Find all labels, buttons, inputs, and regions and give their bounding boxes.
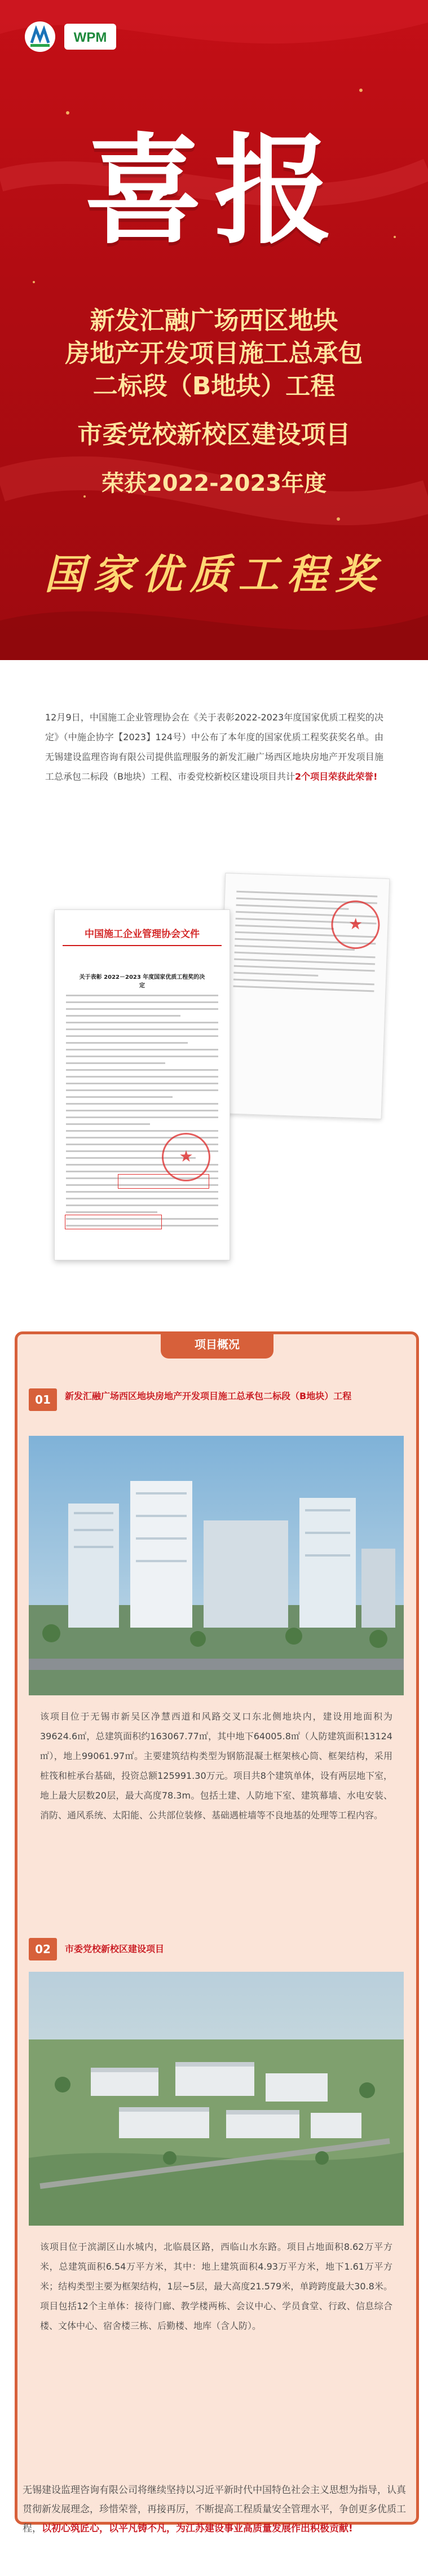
award-notice-page [54,909,230,1260]
hero-award-title: 国家优质工程奖 [44,550,384,598]
doc-header-rule [63,945,222,946]
project-overview-tab: 项目概况 [161,1331,273,1359]
hero-line-2: 房地产开发项目施工总承包 [65,339,363,368]
hero-project-names [0,305,428,500]
project-overview-panel [15,1331,419,2525]
intro-text: 12月9日，中国施工企业管理协会在《关于表彰2022-2023年度国家优质工程奖的决定》（中施企协字【2023】124号）中公布了本年度的国家优质工程奖获奖名单。由无锡建设监理咨询有限公司提供监理服务的新发汇融广场西区地块房地产开发项目施工总承包二标段（B地块）工程、市委党校新校区建设项目共计 [45,712,383,782]
official-seal-icon [162,1133,210,1181]
award-list-page [217,873,390,1119]
closing-paragraph [23,2481,406,2538]
project-2-rendering [29,1972,404,2226]
project-1-description: 该项目位于无锡市新吴区净慧西道和风路交叉口东北侧地块内，建设用地面积为39624.6㎡，总建筑面积约163067.77㎡，其中地下64005.8㎡（人防建筑面积13124㎡），地上99061.97㎡。主要建筑结构类型为钢筋混凝土框架核心筒、框架结构，采用桩筏和桩承台基础，投资总额125991.30万元。项目共8个建筑单体，设有两层地下室，地上最大层数20层，最大高度78.3m。包括土建、人防地下室、建筑幕墙、水电安装、消防、通风系统、太阳能、公共部位装修、基础遇桩墙等不良地基的处理等工程内容。 [40,1711,392,1821]
doc-header: 中国施工企业管理协会文件 [85,929,200,940]
project-2-number: 02 [29,1938,57,1960]
hero-line-4: 市委党校新校区建设项目 [77,420,351,449]
hero-logos [24,20,116,53]
company-logo-icon [24,20,56,53]
wpm-logo-text: WPM [73,30,107,45]
wpm-logo-icon [64,20,116,53]
hero-line-1: 新发汇融广场西区地块 [90,306,338,335]
closing-text: 无锡建设监理咨询有限公司将继续坚持以习近平新时代中国特色社会主义思想为指导，认真贯彻新发展理念，珍惜荣誉，再接再厉，不断提高工程质量安全管理水平，争创更多优质工程， [23,2485,406,2534]
project-2-description: 该项目位于滨湖区山水城内，北临晨区路，西临山水东路。项目占地面积8.62万平方米，总建筑面积6.54万平方米，其中：地上建筑面积4.93万平方米，地下1.61万平方米；结构类型主要为框架结构，1层~5层，最大高度21.579米，单跨跨度最大30.8米。项目包括12个主单体：接待门廊、教学楼两栋、会议中心、学员食堂、行政、信息综合楼、文体中心、宿舍楼三栋、后勤楼、地库（含人防）。 [40,2241,392,2331]
hero-line-5: 荣获2022-2023年度 [101,471,327,496]
hero-title: 喜报 [84,121,344,260]
project-1-rendering [29,1436,404,1695]
award-documents-image [41,869,388,1264]
intro-paragraph [45,707,383,786]
project-2-heading [29,1938,401,1960]
hero-line-3: 二标段（B地块）工程 [92,372,336,401]
highlight-box-2 [65,1215,162,1229]
hero-banner [0,0,428,660]
closing-highlight: 以初心筑匠心，以平凡铸不凡，为江苏建设事业高质量发展作出积极贡献! [42,2523,353,2534]
doc-body-lines [66,995,218,1232]
project-2-title: 市委党校新校区建设项目 [65,1944,165,1954]
project-1-heading [29,1388,401,1411]
doc-subtitle: 关于表彰 2022－2023 年度国家优质工程奖的决定 [79,974,205,989]
project-1-number: 01 [29,1388,57,1411]
intro-highlight: 2个项目荣获此荣誉! [294,771,378,782]
project-1-title: 新发汇融广场西区地块房地产开发项目施工总承包二标段（B地块）工程 [65,1391,352,1401]
